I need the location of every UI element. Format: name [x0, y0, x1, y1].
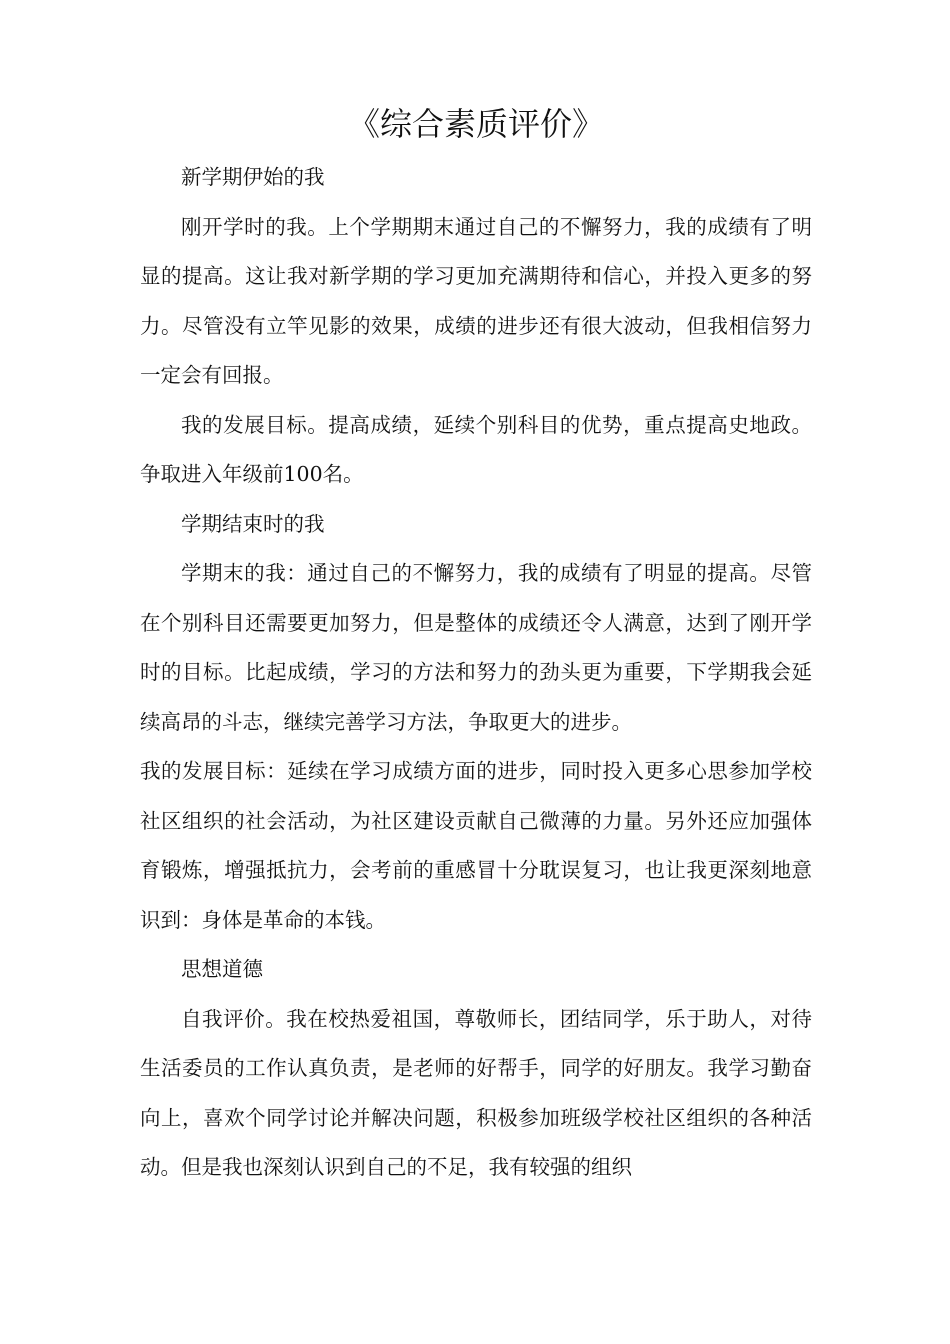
section-heading-end-of-term: 学期结束时的我: [181, 511, 325, 536]
paragraph-end-of-term: 学期末的我：通过自己的不懈努力，我的成绩有了明显的提高。尽管在个别科目还需要更加努力，但是整体的成绩还令人满意，达到了刚开学时的目标。比起成绩，学习的方法和努力的劲头更为重要，下学期我会延续高昂的斗志，继续完善学习方法，争取更大的进步。: [140, 561, 812, 734]
paragraph-self-evaluation: 自我评价。我在校热爱祖国，尊敬师长，团结同学，乐于助人，对待生活委员的工作认真负责，是老师的好帮手，同学的好朋友。我学习勤奋向上，喜欢个同学讨论并解决问题，积极参加班级学校社区组织的各种活动。但是我也深刻认识到自己的不足，我有较强的组织: [140, 1006, 812, 1179]
paragraph-start-of-term: 刚开学时的我。上个学期期末通过自己的不懈努力，我的成绩有了明显的提高。这让我对新学期的学习更加充满期待和信心，并投入更多的努力。尽管没有立竿见影的效果，成绩的进步还有很大波动，但我相信努力一定会有回报。: [140, 214, 812, 387]
section-heading-ideology-morality: 思想道德: [181, 957, 263, 981]
document-title: 《综合素质评价》: [347, 105, 604, 143]
paragraph-development-goal-2: 我的发展目标：延续在学习成绩方面的进步，同时投入更多心思参加学校社区组织的社会活动，为社区建设贡献自己微薄的力量。另外还应加强体育锻炼，增强抵抗力，会考前的重感冒十分耽误复习，也让我更深刻地意识到：身体是革命的本钱。: [140, 759, 812, 932]
document-page: [140, 100, 812, 1193]
section-heading-new-semester: 新学期伊始的我: [181, 165, 325, 189]
paragraph-development-goal-1: 我的发展目标。提高成绩，延续个别科目的优势，重点提高史地政。争取进入年级前100名。: [140, 412, 812, 486]
